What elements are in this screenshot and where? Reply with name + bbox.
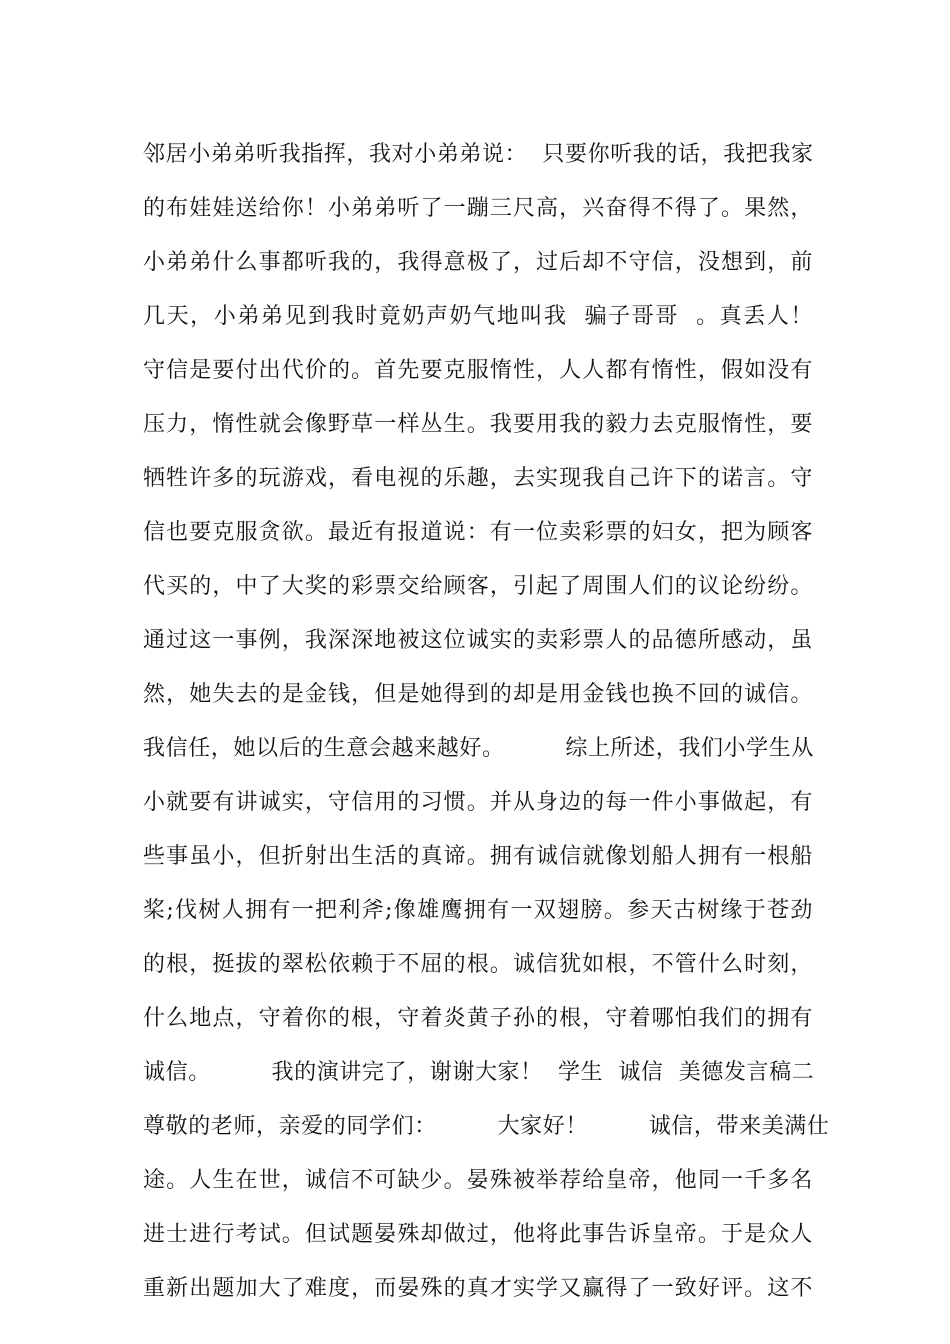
body-text [143, 128, 830, 1316]
text-line: 什么地点，守着你的根，守着炎黄子孙的根，守着哪怕我们的拥有 [143, 1006, 813, 1031]
text-line: 的布娃娃送给你！小弟弟听了一蹦三尺高，兴奋得不得了。果然， [143, 196, 813, 221]
text-line: 邻居小弟弟听我指挥，我对小弟弟说： 只要你听我的话，我把我家 [143, 142, 814, 167]
text-line: 代买的，中了大奖的彩票交给顾客，引起了周围人们的议论纷纷。 [143, 574, 813, 599]
text-line: 几天，小弟弟见到我时竟奶声奶气地叫我 骗子哥哥 。真丢人！ [143, 304, 813, 329]
text-line: 通过这一事例，我深深地被这位诚实的卖彩票人的品德所感动，虽 [143, 628, 813, 653]
text-line: 压力，惰性就会像野草一样丛生。我要用我的毅力去克服惰性，要 [143, 412, 813, 437]
text-line: 我信任，她以后的生意会越来越好。 综上所述，我们小学生从 [143, 736, 814, 761]
text-line: 尊敬的老师，亲爱的同学们： 大家好！ 诚信，带来美满仕 [143, 1114, 830, 1139]
text-line: 重新出题加大了难度，而晏殊的真才实学又赢得了一致好评。这不 [143, 1276, 813, 1301]
text-line: 牺牲许多的玩游戏，看电视的乐趣，去实现我自己许下的诺言。守 [143, 466, 813, 491]
text-line: 进士进行考试。但试题晏殊却做过，他将此事告诉皇帝。于是众人 [143, 1222, 813, 1247]
text-line: 桨;伐树人拥有一把利斧;像雄鹰拥有一双翅膀。参天古树缘于苍劲 [143, 898, 813, 923]
text-line: 途。人生在世，诚信不可缺少。晏殊被举荐给皇帝，他同一千多名 [143, 1168, 813, 1193]
text-line: 诚信。 我的演讲完了，谢谢大家！ 学生 诚信 美德发言稿二 [143, 1060, 815, 1085]
text-line: 小就要有讲诚实，守信用的习惯。并从身边的每一件小事做起，有 [143, 790, 813, 815]
text-line: 的根，挺拔的翠松依赖于不屈的根。诚信犹如根，不管什么时刻， [143, 952, 813, 977]
text-line: 些事虽小，但折射出生活的真谛。拥有诚信就像划船人拥有一根船 [143, 844, 813, 869]
text-line: 然，她失去的是金钱，但是她得到的却是用金钱也换不回的诚信。 [143, 682, 813, 707]
text-line: 小弟弟什么事都听我的，我得意极了，过后却不守信，没想到，前 [143, 250, 813, 275]
text-line: 信也要克服贪欲。最近有报道说：有一位卖彩票的妇女，把为顾客 [143, 520, 813, 545]
text-line: 守信是要付出代价的。首先要克服惰性，人人都有惰性，假如没有 [143, 358, 813, 383]
